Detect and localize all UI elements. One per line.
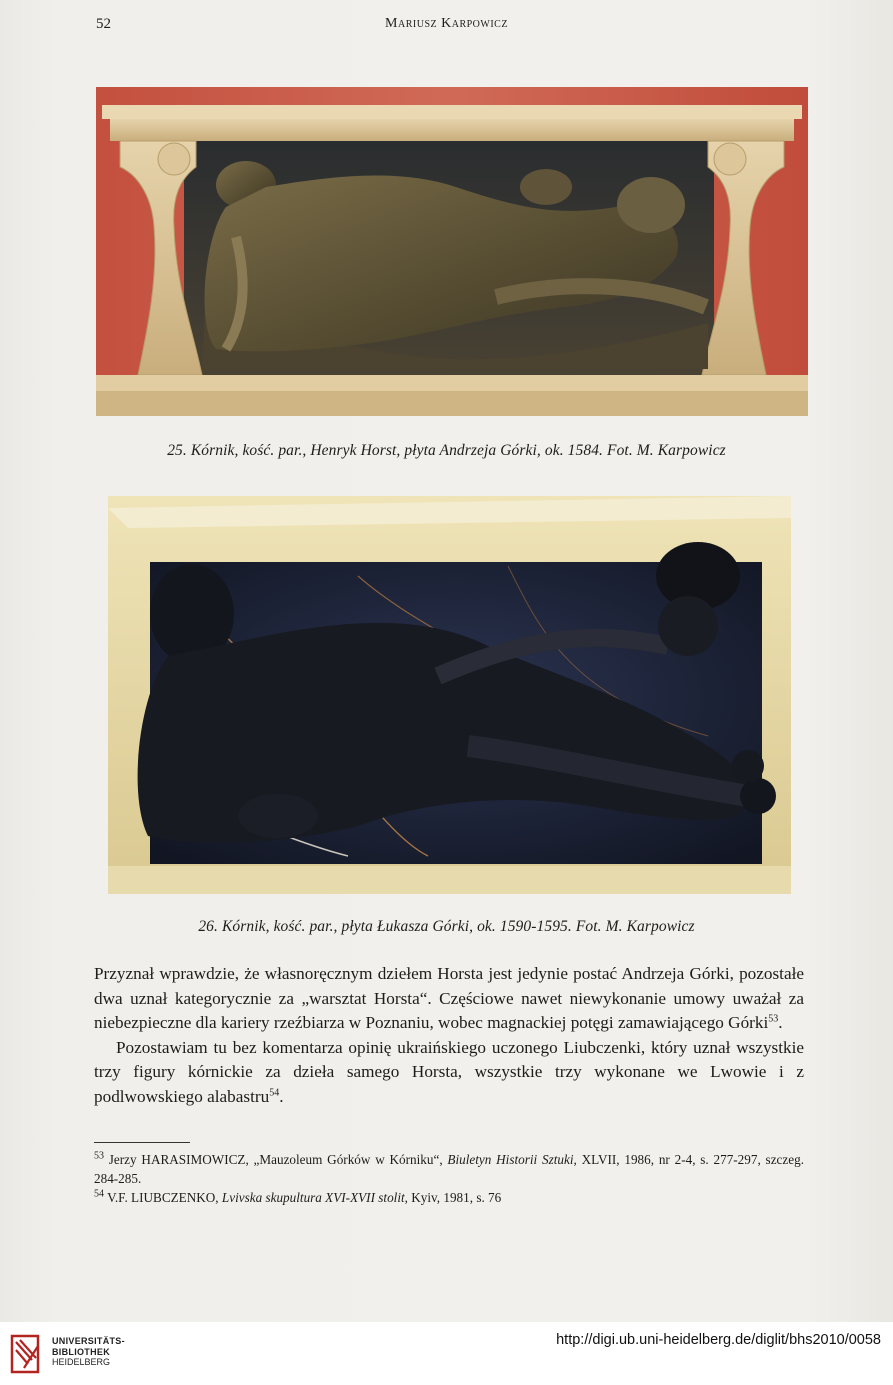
cornice <box>102 105 802 119</box>
figure-26-photo <box>108 496 791 894</box>
footnote-54 <box>94 1188 804 1207</box>
figure-25-photo <box>96 87 808 416</box>
footnote-53 <box>94 1150 804 1188</box>
footnote-number: 54 <box>94 1188 104 1200</box>
paragraph-1-end: . <box>778 1013 783 1033</box>
footnote-rule <box>94 1142 190 1143</box>
footer-bar <box>0 1322 893 1385</box>
footnote-text: Jerzy HARASIMOWICZ, „Mauzoleum Górków w Kórniku“, <box>108 1152 443 1167</box>
logo-line-2: BIBLIOTHEK <box>52 1346 110 1357</box>
paragraph-1 <box>94 962 804 1036</box>
running-head: Mariusz Karpowicz <box>385 16 508 31</box>
body-text <box>94 962 804 1110</box>
base-ledge <box>96 375 808 391</box>
footnote-title: Lvivska skupultura XVI-XVII stolit <box>221 1190 405 1205</box>
library-logo-text <box>52 1336 125 1368</box>
footnote-ref-53[interactable]: 53 <box>768 1013 779 1025</box>
paragraph-2-text: Pozostawiam tu bez komentarza opinię ukraińskiego uczonego Liubczenki, który uznał wszystkie trzy figury kórnickie za dzieła samego Horsta, wszystkie trzy wykonane we Lwowie i z podlwowskiego alabastru <box>94 1037 804 1106</box>
paragraph-2-end: . <box>279 1086 284 1106</box>
logo-line-1: UNIVERSITÄTS- <box>52 1336 125 1346</box>
footnotes <box>94 1150 804 1207</box>
permalink-url[interactable]: http://digi.ub.uni-heidelberg.de/diglit/bhs2010/0058 <box>556 1332 881 1348</box>
page-number: 52 <box>96 16 111 32</box>
figure-26-caption: 26. Kórnik, kość. par., płyta Łukasza Górki, ok. 1590-1595. Fot. M. Karpowicz <box>198 918 695 935</box>
footnote-text: V.F. LIUBCZENKO, <box>107 1190 219 1205</box>
figure-25-caption: 25. Kórnik, kość. par., Henryk Horst, płyta Andrzeja Górki, ok. 1584. Fot. M. Karpowicz <box>167 442 726 459</box>
paragraph-1-text: Przyznał wprawdzie, że własnoręcznym dziełem Horsta jest jedynie postać Andrzeja Górki, pozostałe dwa uznał kategorycznie za „warsztat Horsta“. Częściowe nawet niewykonanie umowy uważał za niebezpieczne dla kariery rzeźbiarza w Poznaniu, wobec magnackiej potęgi zamawiającego Górki <box>94 964 804 1033</box>
library-logo-icon[interactable] <box>10 1332 44 1376</box>
paragraph-2 <box>94 1036 804 1110</box>
footnote-title: Biuletyn Historii Sztuki <box>447 1152 574 1167</box>
footnote-number: 53 <box>94 1150 104 1162</box>
footnote-ref-54[interactable]: 54 <box>269 1087 280 1099</box>
footnote-text: , Kyiv, 1981, s. 76 <box>404 1190 502 1205</box>
logo-line-3: HEIDELBERG <box>52 1357 111 1367</box>
footnote-text: , XLVII, 1986, nr 2-4, s. 277-297, szczeg. 284-285. <box>94 1152 804 1186</box>
